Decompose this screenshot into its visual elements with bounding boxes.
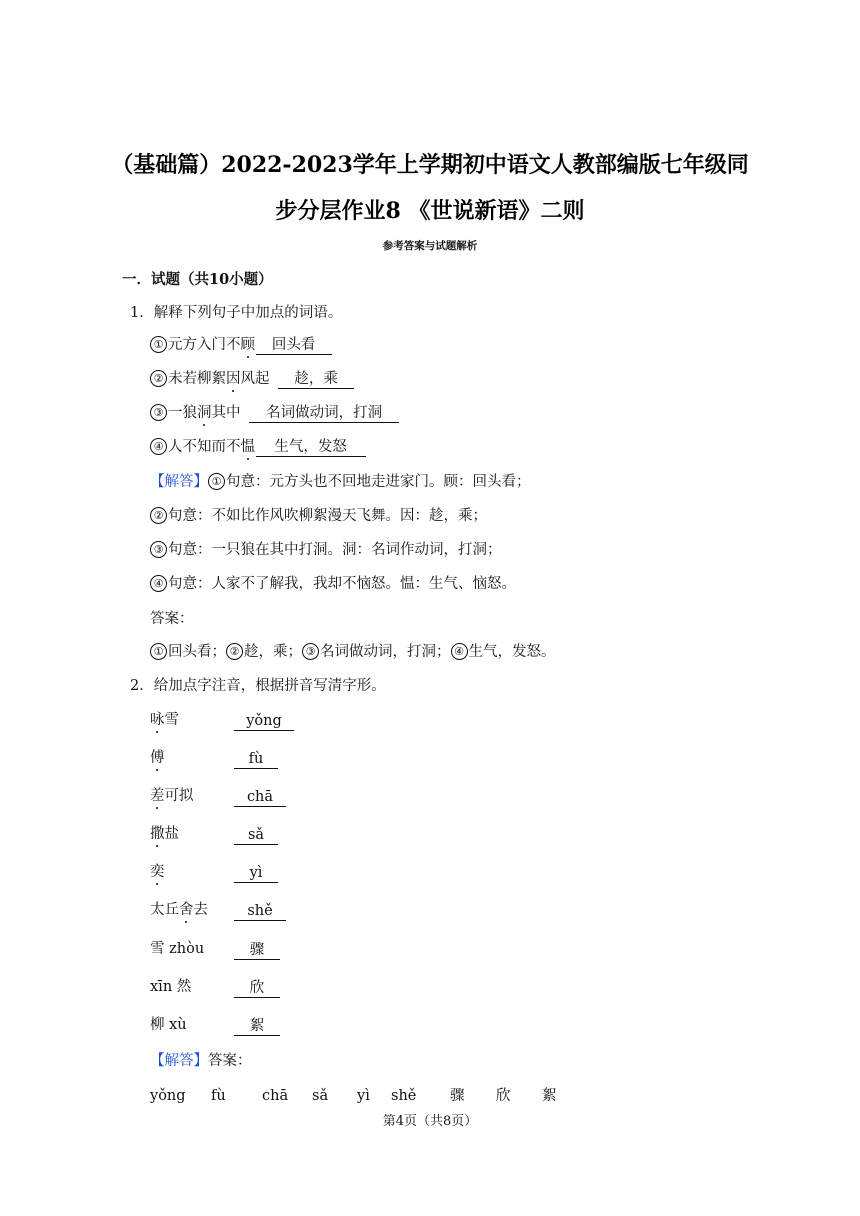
answer-blank: chā [234,789,286,807]
q1-item-2 [150,369,354,389]
dotted-char: 因 [226,371,241,387]
final-answer: 骤 [450,1088,465,1104]
q2-item-text: 可拟 [164,788,194,804]
section-heading: 一．试题（共10小题） [122,271,273,288]
q2-stem: 2．给加点字注音，根据拼音写清字形。 [130,678,386,694]
q1-item-1 [150,335,332,355]
final-text: 趁，乘； [244,644,302,660]
q1-item-3 [150,403,399,423]
q2-item: 雪 zhòu [150,941,205,957]
answer-blank: yǒng [234,713,294,731]
final-answer: fù [211,1088,226,1104]
analysis-text: 句意：一只狼在其中打洞。洞：名词作动词，打洞； [168,542,502,558]
q2-item [150,710,179,730]
answer-blank: yì [234,865,278,883]
q1-analysis-3 [150,540,502,560]
q1-item-text: 人不知而不 [168,439,241,455]
circled-number: ④ [150,438,167,455]
dotted-char: 撒 [150,826,165,842]
final-text: 回头看； [168,644,226,660]
page-footer: 第4页（共8页） [382,1114,478,1129]
q1-analysis-1 [150,472,531,492]
circled-number: ③ [150,404,167,421]
circled-number: ① [208,473,225,490]
dotted-char: 傅 [150,750,165,766]
q2-item-text: 去 [193,902,208,918]
answer-blank: 趁，乘 [278,371,354,389]
dotted-char: 顾 [240,337,255,353]
q2-item-text: 盐 [164,826,179,842]
final-answer: sǎ [312,1088,329,1104]
analysis-text: 句意：元方头也不回地走进家门。顾：回头看； [226,474,531,490]
q1-answer-label: 答案： [150,611,194,627]
q1-item-text: 风起 [240,371,270,387]
circled-number: ② [150,507,167,524]
q1-item-text: 一狼 [168,405,197,421]
dotted-char: 舍 [179,902,194,918]
final-answer: 欣 [496,1088,511,1104]
analysis-tag: 【解答】 [150,474,208,490]
q2-item: 柳 xù [150,1017,187,1033]
circled-number: ③ [150,541,167,558]
q1-analysis-4 [150,574,516,594]
circled-number: ④ [451,643,468,660]
doc-title-line1: （基础篇）2022-2023学年上学期初中语文人教部编版七年级同 [111,152,749,178]
q1-item-text: 其中 [211,405,241,421]
answer-blank: fù [234,751,278,769]
q2-item-text: 太丘 [150,902,179,918]
q2-item [150,786,194,806]
q1-item-4 [150,437,366,457]
circled-number: ② [226,643,243,660]
q1-item-text: 未若柳絮 [168,371,226,387]
dotted-char: 差 [150,788,165,804]
answer-blank: 骤 [234,942,280,960]
q1-analysis-2 [150,506,487,526]
analysis-tag: 【解答】 [150,1053,208,1069]
q2-item [150,862,165,882]
final-answer: yǒng [150,1088,186,1104]
analysis-text: 句意：人家不了解我，我却不恼怒。愠：生气、恼怒。 [168,576,516,592]
circled-number: ② [150,370,167,387]
final-answer: 絮 [542,1088,557,1104]
final-answer: chā [262,1088,289,1104]
dotted-char: 咏 [150,712,165,728]
answer-blank: 生气，发怒 [256,439,366,457]
answer-blank: 名词做动词，打洞 [249,405,399,423]
q2-item [150,900,208,920]
dotted-char: 洞 [197,405,212,421]
answer-blank: shě [234,903,286,921]
answer-blank: 回头看 [256,337,332,355]
circled-number: ④ [150,575,167,592]
circled-number: ① [150,336,167,353]
circled-number: ① [150,643,167,660]
answer-label: 答案： [208,1053,252,1069]
q2-item: xīn 然 [150,979,192,995]
q1-item-text: 元方入门不 [168,337,241,353]
dotted-char: 愠 [240,439,255,455]
q2-analysis [150,1051,252,1071]
final-answer: shě [391,1088,417,1104]
final-answer: yì [357,1088,370,1104]
answer-blank: 欣 [234,980,280,998]
q2-item-text: 雪 [164,712,179,728]
q1-final-answer [150,642,556,662]
circled-number: ③ [302,643,319,660]
analysis-text: 句意：不如比作风吹柳絮漫天飞舞。因：趁，乘； [168,508,487,524]
dotted-char: 奕 [150,864,165,880]
final-text: 生气，发怒。 [468,644,556,660]
doc-subtitle: 参考答案与试题解析 [382,240,478,252]
q2-item [150,824,179,844]
final-text: 名词做动词，打洞； [320,644,451,660]
doc-title-line2: 步分层作业8 《世说新语》二则 [275,198,585,224]
q1-stem: 1．解释下列句子中加点的词语。 [130,305,343,321]
answer-blank: 絮 [234,1018,280,1036]
answer-blank: sǎ [234,827,278,845]
q2-item [150,748,165,768]
